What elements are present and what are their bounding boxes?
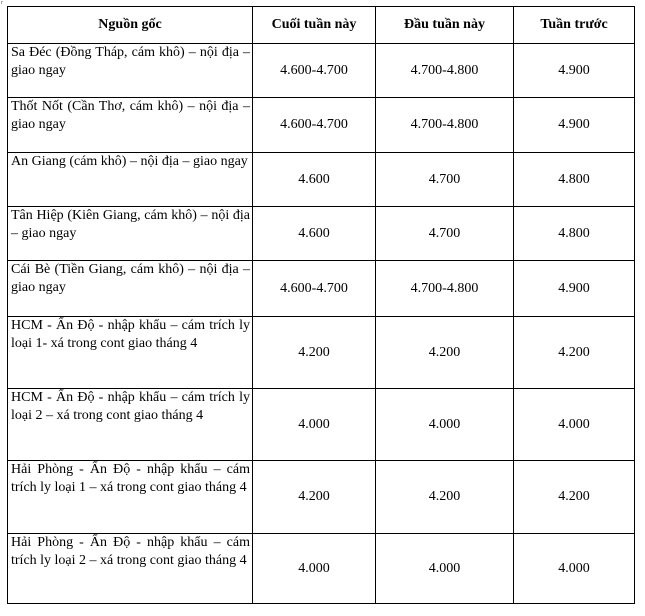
last-week-cell: 4.900 [514, 44, 635, 98]
early-week-cell: 4.700-4.800 [376, 98, 514, 153]
last-week-cell: 4.200 [514, 461, 635, 534]
price-table [7, 6, 635, 604]
table-row [8, 44, 635, 98]
header-last-week: Tuần trước [514, 7, 635, 44]
table-body [8, 44, 635, 604]
early-week-cell: 4.700 [376, 153, 514, 207]
last-week-cell: 4.000 [514, 534, 635, 604]
this-weekend-cell: 4.200 [253, 317, 376, 389]
table-row [8, 317, 635, 389]
early-week-cell: 4.700 [376, 207, 514, 261]
early-week-cell: 4.700-4.800 [376, 44, 514, 98]
origin-cell: An Giang (cám khô) – nội địa – giao ngay [8, 153, 253, 207]
last-week-cell: 4.200 [514, 317, 635, 389]
origin-cell: Hải Phòng - Ấn Độ - nhập khẩu – cám trích ly loại 1 – xá trong cont giao tháng 4 [8, 461, 253, 534]
this-weekend-cell: 4.600-4.700 [253, 261, 376, 317]
header-origin: Nguồn gốc [8, 7, 253, 44]
early-week-cell: 4.200 [376, 461, 514, 534]
last-week-cell: 4.900 [514, 261, 635, 317]
table-row [8, 153, 635, 207]
table-row [8, 534, 635, 604]
table-row [8, 461, 635, 534]
table-row [8, 207, 635, 261]
table-row [8, 98, 635, 153]
last-week-cell: 4.900 [514, 98, 635, 153]
last-week-cell: 4.800 [514, 153, 635, 207]
early-week-cell: 4.200 [376, 317, 514, 389]
this-weekend-cell: 4.600 [253, 153, 376, 207]
this-weekend-cell: 4.000 [253, 534, 376, 604]
table-row [8, 389, 635, 461]
header-early-week: Đầu tuần này [376, 7, 514, 44]
origin-cell: Tân Hiệp (Kiên Giang, cám khô) – nội địa – giao ngay [8, 207, 253, 261]
last-week-cell: 4.800 [514, 207, 635, 261]
origin-cell: Hải Phòng - Ấn Độ - nhập khẩu – cám trích ly loại 2 – xá trong cont giao tháng 4 [8, 534, 253, 604]
early-week-cell: 4.000 [376, 389, 514, 461]
this-weekend-cell: 4.600-4.700 [253, 44, 376, 98]
origin-cell: Thốt Nốt (Cần Thơ, cám khô) – nội địa – giao ngay [8, 98, 253, 153]
early-week-cell: 4.000 [376, 534, 514, 604]
last-week-cell: 4.000 [514, 389, 635, 461]
header-this-weekend: Cuối tuần này [253, 7, 376, 44]
origin-cell: HCM - Ấn Độ - nhập khẩu – cám trích ly loại 2 – xá trong cont giao tháng 4 [8, 389, 253, 461]
origin-cell: Cái Bè (Tiền Giang, cám khô) – nội địa – giao ngay [8, 261, 253, 317]
this-weekend-cell: 4.000 [253, 389, 376, 461]
table-row [8, 261, 635, 317]
this-weekend-cell: 4.200 [253, 461, 376, 534]
this-weekend-cell: 4.600 [253, 207, 376, 261]
this-weekend-cell: 4.600-4.700 [253, 98, 376, 153]
corner-mark: r [1, 0, 3, 6]
origin-cell: HCM - Ấn Độ - nhập khẩu – cám trích ly loại 1- xá trong cont giao tháng 4 [8, 317, 253, 389]
header-row [8, 7, 635, 44]
origin-cell: Sa Đéc (Đồng Tháp, cám khô) – nội địa – giao ngay [8, 44, 253, 98]
table-header [8, 7, 635, 44]
early-week-cell: 4.700-4.800 [376, 261, 514, 317]
